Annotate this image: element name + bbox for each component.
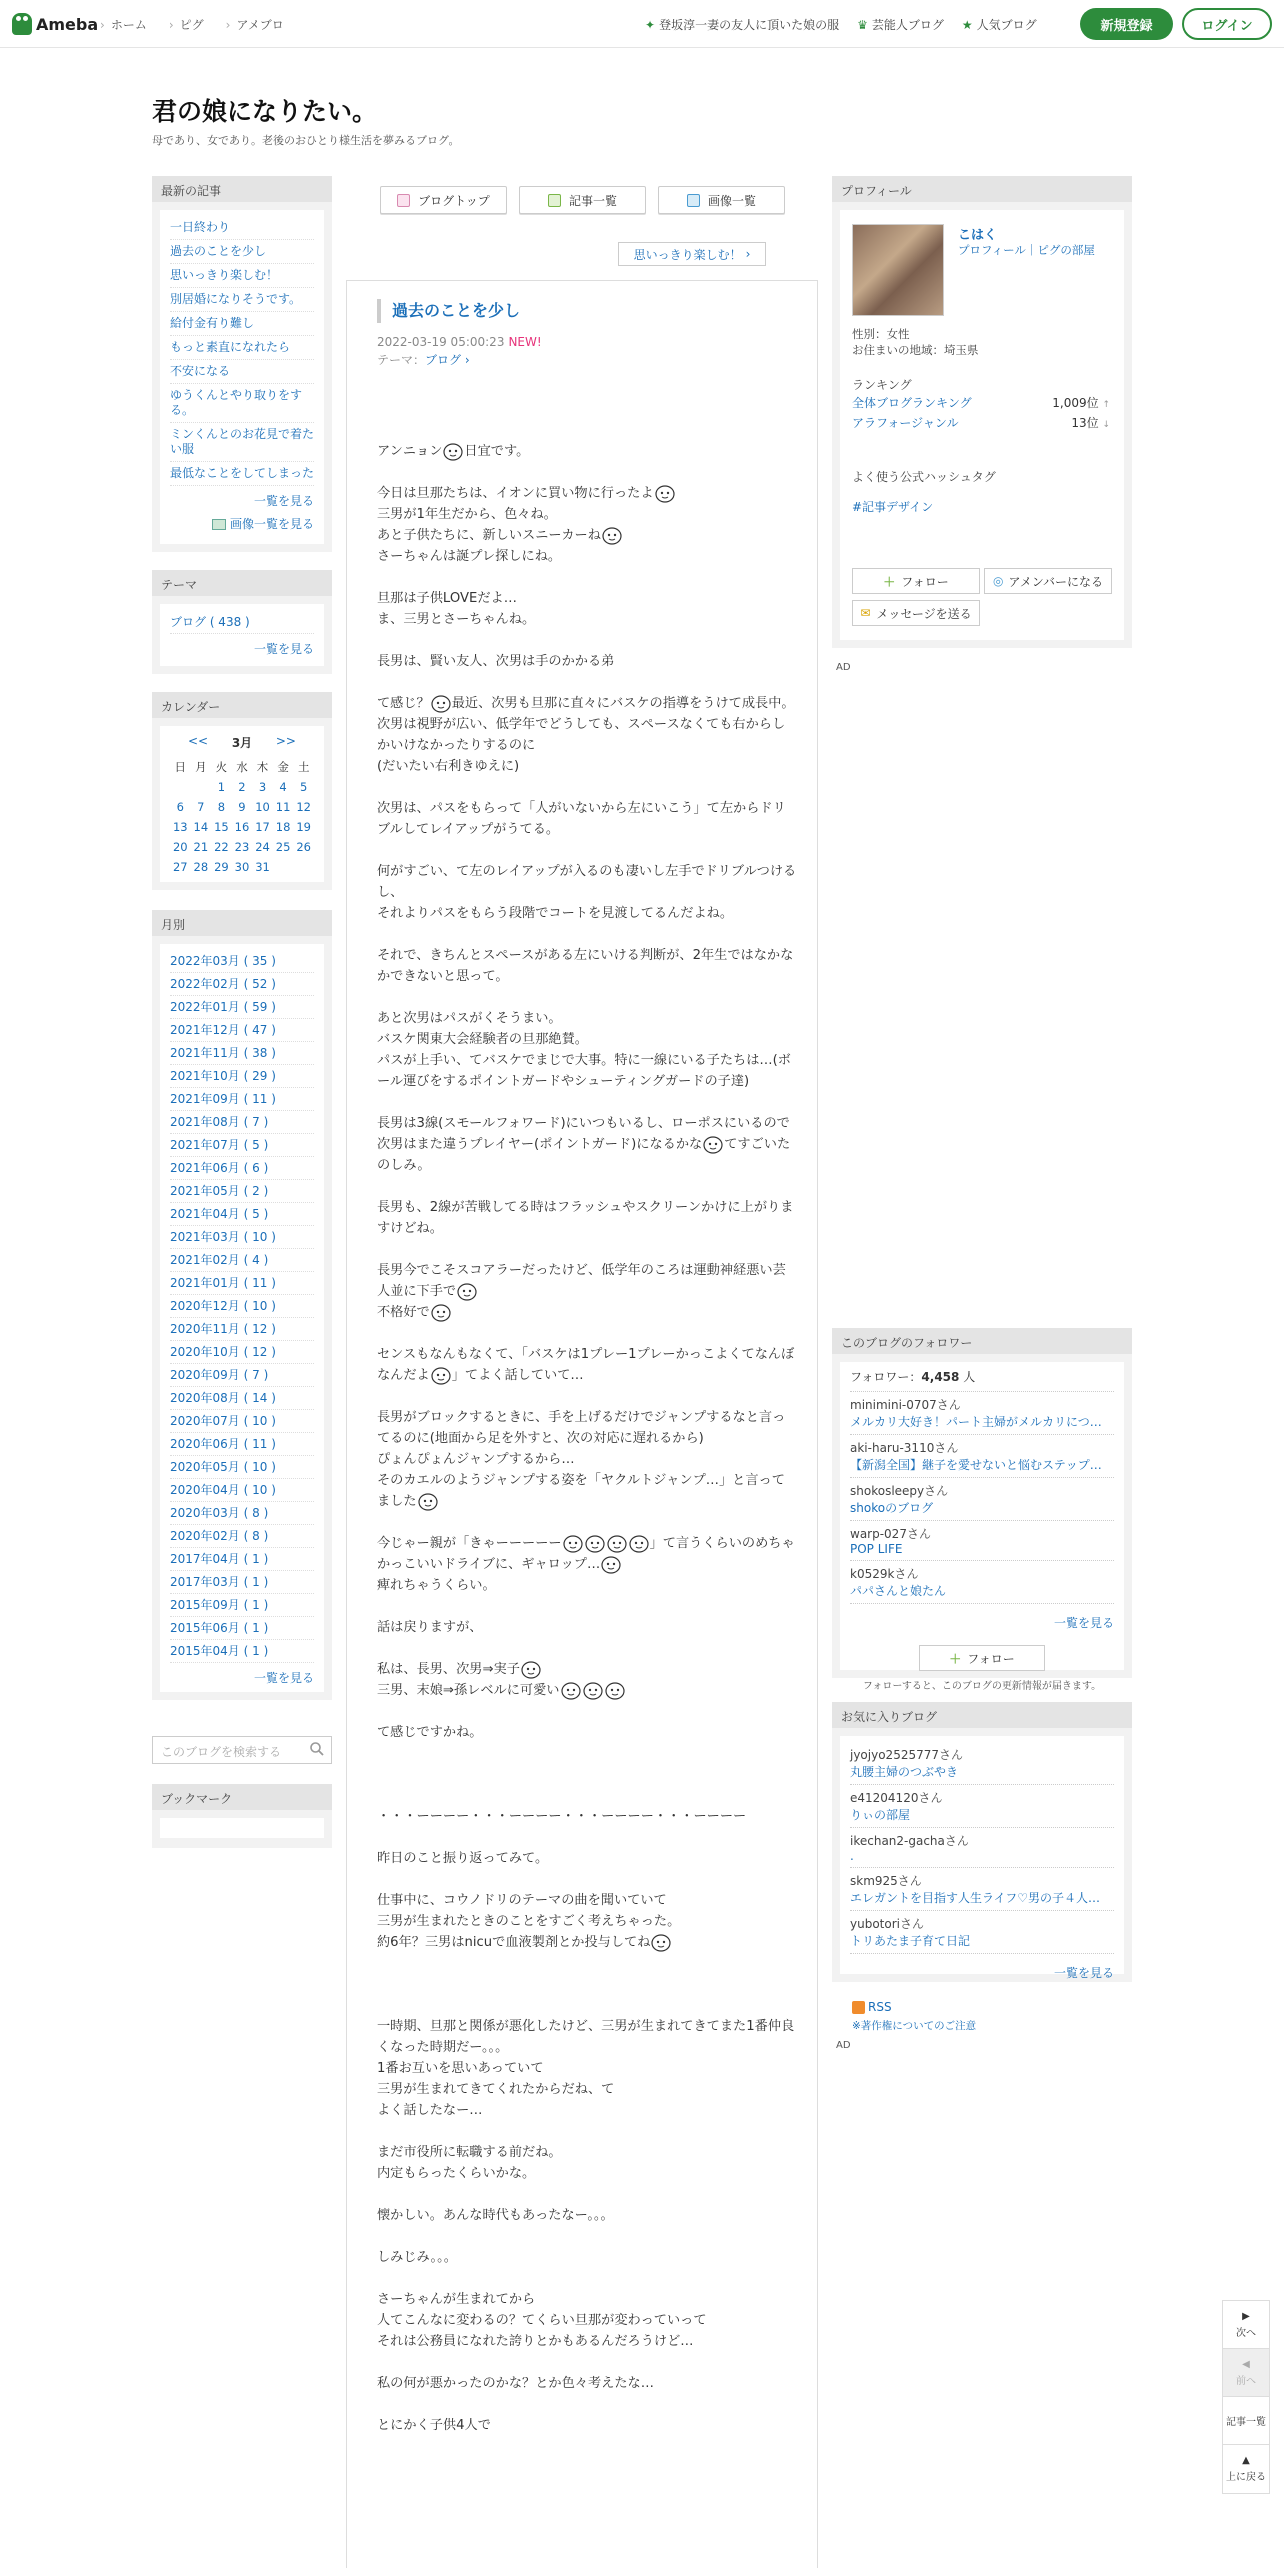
- calendar-month: 3月: [231, 736, 253, 750]
- article-paragraph: さーちゃんが生まれてから 人てこんなに変わるの？てくらい旦那が変わっていって それは公務員になれた誇りとかもあるんだろうけど…: [377, 2292, 707, 2349]
- recent-article-link[interactable]: 思いっきり楽しむ！: [170, 264, 314, 288]
- login-button[interactable]: ログイン: [1182, 8, 1272, 40]
- calendar-day[interactable]: 13: [172, 820, 188, 834]
- favorite-blogs-list: [850, 1742, 1114, 1954]
- image-list-link[interactable]: 画像一覧を見る: [170, 515, 314, 532]
- weekday-label: 土: [297, 760, 310, 774]
- calendar-day[interactable]: 10: [255, 800, 270, 814]
- calendar-week: [170, 777, 314, 797]
- register-button[interactable]: 新規登録: [1080, 8, 1173, 40]
- calendar-day[interactable]: 6: [176, 800, 184, 814]
- calendar-day[interactable]: 11: [275, 800, 291, 814]
- favorite-blog-item: [850, 1911, 1114, 1954]
- article-paragraph: あと次男はパスがくそうまい。 バスケ関東大会経験者の旦那絶賛。 パスが上手い、てバスケでまじで大事。特に一線にいる子たちは…(ボール運びをするポイントガードやシューティングガードの子達): [377, 1011, 791, 1089]
- calendar-week: [170, 797, 314, 817]
- calendar-day[interactable]: 2: [238, 780, 246, 794]
- bookmark-box: [152, 1784, 332, 1848]
- article-paragraph: 長男は3線(スモールフォワード)にいつもいるし、ローポスにいるので 次男はまた違うプレイヤー(ポイントガード)になるかな てすごいたのしみ。: [377, 1116, 791, 1173]
- emoji-sticker-icon: [430, 1302, 452, 1322]
- followers-more-link[interactable]: 一覧を見る: [1053, 1616, 1114, 1630]
- blog-description: 母であり、女であり。老後のおひとり様生活を夢みるブログ。: [152, 134, 460, 147]
- favorite-blog-item: [850, 1828, 1114, 1868]
- follower-item: [850, 1478, 1114, 1521]
- emoji-sticker-icon: [601, 525, 623, 545]
- article-paragraph: ・・・ーーーー・・・ーーーー・・・ーーーー・・・ーーーー: [377, 1809, 747, 1824]
- monthly-archive-box: [152, 910, 332, 1700]
- month-archive-link[interactable]: 2021年01月 ( 11 ): [170, 1272, 314, 1295]
- arrow-up-icon: ↑: [1102, 400, 1110, 410]
- article-paragraph: 私は、長男、次男⇒実子 三男、末娘⇒孫レベルに可愛い: [377, 1659, 797, 1701]
- month-archive-link[interactable]: 2021年05月 ( 2 ): [170, 1180, 314, 1203]
- weekday-label: 日: [174, 760, 187, 774]
- article-paragraph: 今日は旦那たちは、イオンに買い物に行ったよ 三男が1年生だから、色々ね。 あと子供たちに、新しいスニーカーね さーちゃんは誕プレ探しにね。: [377, 483, 797, 567]
- blog-tabs: [380, 186, 785, 214]
- favorite-blog-link[interactable]: りぃの部屋: [850, 1808, 911, 1822]
- follower-blog-link[interactable]: POP LIFE: [850, 1542, 903, 1556]
- month-archive-link[interactable]: 2022年01月 ( 59 ): [170, 996, 314, 1019]
- ranking-label: ランキング: [852, 378, 912, 392]
- header-link-celebrity[interactable]: ♛ 芸能人ブログ: [857, 18, 944, 32]
- calendar-week: [170, 817, 314, 837]
- article-body: [377, 441, 797, 2457]
- follower-list: [850, 1392, 1114, 1604]
- recent-articles-box: [152, 176, 332, 552]
- favorite-user: jyojyo2525777さん: [850, 1748, 963, 1762]
- profile-name[interactable]: こはく: [958, 228, 998, 243]
- blog-title[interactable]: 君の娘になりたい。: [152, 97, 378, 126]
- rss-link[interactable]: RSS: [852, 2000, 892, 2014]
- favorites-more-link[interactable]: 一覧を見る: [1053, 1966, 1114, 1980]
- article-paragraph: それで、きちんとスペースがある左にいける判断が、2年生ではなかなかできないと思って。: [377, 948, 794, 984]
- emoji-sticker-icon: [520, 1659, 542, 1679]
- ameba-logo[interactable]: Ameba: [12, 12, 98, 36]
- crown-icon: ♛: [857, 18, 868, 32]
- calendar-day[interactable]: 16: [234, 820, 250, 834]
- emoji-sticker-icon: [702, 1134, 724, 1154]
- favorite-blog-link[interactable]: .: [850, 1849, 854, 1863]
- rss-icon: [852, 2001, 865, 2014]
- emoji-sticker-icon: [417, 1491, 439, 1511]
- header-links: [645, 16, 1037, 33]
- image-icon: [212, 519, 226, 530]
- envelope-icon: ✉: [860, 606, 871, 620]
- next-article-link[interactable]: 思いっきり楽しむ！ ›: [618, 242, 766, 266]
- bookmark-heading: ブックマーク: [152, 1784, 332, 1810]
- recent-article-link[interactable]: ミンくんとのお花見で着たい服: [170, 423, 314, 462]
- article: [346, 280, 818, 2568]
- followers-heading: このブログのフォロワー: [832, 1328, 1132, 1354]
- calendar-day: [293, 857, 314, 877]
- weekday-label: 水: [236, 760, 248, 774]
- calendar-day[interactable]: 18: [275, 820, 291, 834]
- article-paragraph: センスもなんもなくて、「バスケは1プレー1プレーかっこよくてなんぼなんだよ 」てよく話していて…: [377, 1347, 795, 1383]
- calendar-day: [191, 777, 212, 797]
- month-archive-link[interactable]: 2022年03月 ( 35 ): [170, 950, 314, 973]
- follower-user[interactable]: shokosleepyさん: [850, 1484, 949, 1498]
- hashtag-link[interactable]: #記事デザイン: [852, 500, 934, 514]
- frog-logo-icon: [12, 13, 32, 35]
- floating-nav: [1222, 2300, 1270, 2494]
- month-archive-link[interactable]: 2020年03月 ( 8 ): [170, 1502, 314, 1525]
- global-header: [0, 0, 1284, 48]
- emoji-sticker-icon: [430, 693, 452, 713]
- calendar-day[interactable]: 9: [238, 800, 246, 814]
- article-paragraph: て感じですかね。: [377, 1725, 483, 1740]
- back-icon: ◀: [1242, 2358, 1250, 2370]
- favorite-user: yubotoriさん: [850, 1917, 924, 1931]
- calendar-day[interactable]: 30: [234, 860, 250, 874]
- calendar-day[interactable]: 24: [255, 840, 270, 854]
- favorites-heading: お気に入りブログ: [832, 1702, 1132, 1728]
- followers-box: [832, 1328, 1132, 1692]
- calendar-heading: カレンダー: [152, 692, 332, 718]
- article-date: 2022-03-19 05:00:23 NEW!: [377, 335, 542, 349]
- recent-articles-heading: 最新の記事: [152, 176, 332, 202]
- calendar-prev-link[interactable]: <<: [188, 734, 209, 748]
- recent-article-link[interactable]: ゆうくんとやり取りをする。: [170, 384, 314, 423]
- month-archive-link[interactable]: 2015年09月 ( 1 ): [170, 1594, 314, 1617]
- favorite-user: ikechan2-gachaさん: [850, 1834, 969, 1848]
- calendar-day[interactable]: 3: [258, 780, 267, 794]
- emoji-sticker-icon: [650, 1932, 672, 1952]
- month-archive-link[interactable]: 2015年04月 ( 1 ): [170, 1640, 314, 1663]
- monthly-more-link[interactable]: 一覧を見る: [253, 1671, 314, 1685]
- month-archive-link[interactable]: 2015年06月 ( 1 ): [170, 1617, 314, 1640]
- calendar-day[interactable]: 12: [296, 800, 311, 814]
- search-icon[interactable]: [309, 1741, 325, 1757]
- month-archive-link[interactable]: 2021年06月 ( 6 ): [170, 1157, 314, 1180]
- theme-heading: テーマ: [152, 570, 332, 596]
- pages-icon: [548, 194, 561, 207]
- month-archive-link[interactable]: 2017年03月 ( 1 ): [170, 1571, 314, 1594]
- month-archive-link[interactable]: 2020年09月 ( 7 ): [170, 1364, 314, 1387]
- article-paragraph: 何がすごい、て左のレイアップが入るのも凄いし左手でドリブルつけるし、 それよりパスをもらう段階でコートを見渡してるんだよね。: [377, 864, 797, 921]
- article-paragraph: とにかく子供4人で: [377, 2418, 491, 2433]
- profile-links[interactable]: プロフィール｜ピグの部屋: [958, 243, 1095, 257]
- sparkle-icon: ✦: [645, 18, 656, 32]
- prev-button[interactable]: ◀ 前へ: [1223, 2349, 1269, 2397]
- month-archive-link[interactable]: 2021年08月 ( 7 ): [170, 1111, 314, 1134]
- plus-icon: ＋: [949, 1651, 962, 1666]
- arrow-up-icon: ▲: [1242, 2455, 1250, 2466]
- calendar-day[interactable]: 27: [172, 860, 188, 874]
- profile-box: [832, 176, 1132, 648]
- article-paragraph: 次男は、パスをもらって「人がいないから左にいこう」て左からドリブルしてレイアップがうてる。: [377, 801, 786, 837]
- emoji-sticker-icon: [628, 1533, 650, 1553]
- recent-article-link[interactable]: 一日終わり: [170, 216, 314, 240]
- calendar-day[interactable]: 4: [279, 780, 287, 794]
- copyright-notice-link[interactable]: ※著作権についてのご注意: [852, 2020, 977, 2032]
- follower-user[interactable]: warp-027さん: [850, 1527, 931, 1541]
- document-icon: [397, 194, 410, 207]
- profile-gender: 性別：女性: [852, 327, 910, 341]
- theme-link[interactable]: ブログ ( 438 ): [170, 610, 314, 634]
- hashtag-label: よく使う公式ハッシュタグ: [852, 470, 996, 484]
- calendar-day[interactable]: 20: [172, 840, 188, 854]
- weekday-label: 月: [195, 760, 207, 774]
- month-archive-link[interactable]: 2021年07月 ( 5 ): [170, 1134, 314, 1157]
- follow-button-2[interactable]: ＋ フォロー: [919, 1645, 1045, 1671]
- follower-blog-link[interactable]: パパさんと娘たん: [850, 1584, 947, 1598]
- header-link-popular[interactable]: ★ 人気ブログ: [961, 18, 1037, 32]
- emoji-sticker-icon: [584, 1533, 606, 1553]
- follower-blog-link[interactable]: メルカリ大好き！パート主婦がメルカリにつ…: [850, 1415, 1102, 1429]
- emoji-sticker-icon: [600, 1554, 622, 1574]
- monthly-archive-list: [170, 950, 314, 1663]
- calendar-day: [170, 777, 191, 797]
- article-paragraph: 今じゃー親が「きゃーーーーー 」て言うくらいのめちゃかっこいいドライブに、ギャロップ… 痺れちゃうくらい。: [377, 1533, 797, 1596]
- ad-label-2: AD: [836, 2040, 851, 2051]
- calendar-week: [170, 837, 314, 857]
- weekday-label: 木: [256, 760, 269, 774]
- month-archive-link[interactable]: 2020年11月 ( 12 ): [170, 1318, 314, 1341]
- nav-ameblo[interactable]: › アメブロ: [225, 18, 284, 32]
- month-archive-link[interactable]: 2020年05月 ( 10 ): [170, 1456, 314, 1479]
- follower-blog-link[interactable]: shokoのブログ: [850, 1501, 934, 1515]
- month-archive-link[interactable]: 2021年11月 ( 38 ): [170, 1042, 314, 1065]
- follower-count: フォロワー：4,458 人: [850, 1368, 1114, 1392]
- ad-label: AD: [836, 662, 851, 673]
- favorite-blog-item: [850, 1785, 1114, 1828]
- follower-item: [850, 1435, 1114, 1478]
- calendar-day[interactable]: 7: [197, 800, 205, 814]
- month-archive-link[interactable]: 2021年09月 ( 11 ): [170, 1088, 314, 1111]
- star-icon: ★: [961, 18, 973, 32]
- theme-more-link[interactable]: 一覧を見る: [253, 642, 314, 656]
- month-archive-link[interactable]: 2020年12月 ( 10 ): [170, 1295, 314, 1318]
- article-paragraph: 私の何が悪かったのかな？とか色々考えたな…: [377, 2376, 654, 2391]
- calendar-day[interactable]: 19: [296, 820, 311, 834]
- month-archive-link[interactable]: 2017年04月 ( 1 ): [170, 1548, 314, 1571]
- plus-icon: ＋: [883, 574, 896, 589]
- favorites-box: [832, 1702, 1132, 1982]
- recent-article-link[interactable]: 過去のことを少し: [170, 240, 314, 264]
- emoji-sticker-icon: [562, 1533, 584, 1553]
- follower-user[interactable]: k0529kさん: [850, 1567, 919, 1581]
- nav-home[interactable]: › ホーム: [100, 18, 147, 32]
- weekday-label: 火: [215, 760, 228, 774]
- tab-blog-top[interactable]: ブログトップ: [380, 186, 507, 214]
- follower-item: [850, 1392, 1114, 1435]
- play-icon: ▶: [1242, 2310, 1250, 2322]
- calendar-day[interactable]: 22: [214, 840, 229, 854]
- article-paragraph: 長男は、賢い友人、次男は手のかかる弟: [377, 654, 615, 669]
- month-archive-link[interactable]: 2020年04月 ( 10 ): [170, 1479, 314, 1502]
- monthly-heading: 月別: [152, 910, 332, 936]
- article-paragraph: 長男今でこそスコアラーだったけど、低学年のころは運動神経悪い芸人並に下手で 不格好で: [377, 1263, 786, 1320]
- calendar-day[interactable]: 25: [275, 840, 291, 854]
- recent-article-link[interactable]: 別居婚になりそうです。: [170, 288, 314, 312]
- calendar-day[interactable]: 31: [255, 860, 270, 874]
- article-paragraph: [377, 1764, 797, 1785]
- next-button[interactable]: ▶ 次へ: [1223, 2301, 1269, 2349]
- arrow-down-icon: ↓: [1102, 420, 1110, 430]
- theme-box: [152, 570, 332, 674]
- calendar-week: [170, 857, 314, 877]
- calendar-day[interactable]: 21: [193, 840, 209, 854]
- follower-user[interactable]: aki-haru-3110さん: [850, 1441, 959, 1455]
- calendar-day[interactable]: 15: [214, 820, 229, 834]
- profile-avatar[interactable]: [852, 224, 944, 316]
- follower-blog-link[interactable]: 【新潟全国】継子を愛せないと悩むステップ…: [850, 1458, 1102, 1472]
- recent-article-link[interactable]: 給付金有り難し: [170, 312, 314, 336]
- tab-article-list[interactable]: 記事一覧: [519, 186, 646, 214]
- follow-button[interactable]: ＋ フォロー: [852, 568, 980, 594]
- calendar-day[interactable]: 1: [217, 780, 226, 794]
- calendar-weekdays: [170, 757, 314, 777]
- weekday-label: 金: [277, 760, 289, 774]
- amember-icon: ◎: [993, 574, 1004, 588]
- follower-item: [850, 1521, 1114, 1561]
- month-archive-link[interactable]: 2020年07月 ( 10 ): [170, 1410, 314, 1433]
- message-button[interactable]: ✉ メッセージを送る: [852, 600, 980, 626]
- favorite-blog-link[interactable]: 丸腰主婦のつぶやき: [850, 1765, 959, 1779]
- emoji-sticker-icon: [456, 1281, 478, 1301]
- article-paragraph: 旦那は子供LOVEだよ… ま、三男とさーちゃんね。: [377, 591, 536, 627]
- follower-item: [850, 1561, 1114, 1604]
- blog-search-input[interactable]: このブログを検索する: [152, 1736, 332, 1764]
- article-paragraph: 長男も、2線が苦戦してる時はフラッシュやスクリーンかけに上がりますけどね。: [377, 1200, 794, 1236]
- article-list-button[interactable]: 記事一覧: [1223, 2397, 1269, 2445]
- calendar-day[interactable]: 23: [234, 840, 250, 854]
- article-paragraph: 一時期、旦那と関係が悪化したけど、三男が生まれてきてまた1番仲良くなった時期だー。。。 1番お互いを思いあっていて 三男が生まれてきてくれたからだね、て よく話したなー…: [377, 2019, 795, 2118]
- recent-article-link[interactable]: もっと素直になれたら: [170, 336, 314, 360]
- article-theme: テーマ：ブログ ›: [377, 353, 470, 367]
- calendar-day: [273, 857, 294, 877]
- emoji-sticker-icon: [430, 1365, 452, 1385]
- calendar-box: [152, 692, 332, 890]
- article-paragraph: 話は戻りますが、: [377, 1620, 483, 1635]
- article-paragraph: て感じ？ 最近、次男も旦那に直々にバスケの指導をうけて成長中。 次男は視野が広い、低学年でどうしても、スペースなくても右からしかいけなかったりするのに (だいたい右利きゆえに): [377, 693, 797, 777]
- article-paragraph: 懐かしい。あんな時代もあったなー。。。: [377, 2208, 614, 2223]
- calendar-day[interactable]: 14: [193, 820, 209, 834]
- chevron-right-icon: ›: [461, 353, 470, 367]
- month-archive-link[interactable]: 2022年02月 ( 52 ): [170, 973, 314, 996]
- favorite-blog-item: [850, 1868, 1114, 1911]
- calendar-day[interactable]: 17: [255, 820, 270, 834]
- calendar-day[interactable]: 26: [296, 840, 311, 854]
- article-paragraph: まだ市役所に転職する前だね。 内定もらったくらいかな。: [377, 2145, 562, 2181]
- article-paragraph: 仕事中に、コウノドリのテーマの曲を聞いていて 三男が生まれたときのことをすごく考えちゃった。 約6年？三男はnicuで血液製剤とか投与してね: [377, 1893, 681, 1950]
- emoji-sticker-icon: [606, 1533, 628, 1553]
- follower-user[interactable]: minimini-0707さん: [850, 1398, 961, 1412]
- profile-area: お住まいの地域：埼玉県: [852, 343, 979, 357]
- favorite-user: skm925さん: [850, 1874, 922, 1888]
- month-archive-link[interactable]: 2021年12月 ( 47 ): [170, 1019, 314, 1042]
- month-archive-link[interactable]: 2021年04月 ( 5 ): [170, 1203, 314, 1226]
- ranking-overall[interactable]: 全体ブログランキング 1,009位 ↑: [852, 396, 1110, 410]
- favorite-blog-link[interactable]: エレガントを目指す人生ライフ♡男の子４人…: [850, 1891, 1101, 1905]
- chevron-right-icon: ›: [745, 247, 751, 261]
- article-paragraph: しみじみ。。。: [377, 2250, 457, 2265]
- article-paragraph: アンニョン 日宜です。: [377, 441, 797, 462]
- follow-note: フォローすると、このブログの更新情報が届きます。: [862, 1681, 1102, 1692]
- month-archive-link[interactable]: 2021年10月 ( 29 ): [170, 1065, 314, 1088]
- calendar-next-link[interactable]: >>: [275, 734, 296, 748]
- header-link-trend[interactable]: ✦ 登坂淳一妻の友人に頂いた娘の服: [645, 18, 840, 32]
- month-archive-link[interactable]: 2020年10月 ( 12 ): [170, 1341, 314, 1364]
- month-archive-link[interactable]: 2020年02月 ( 8 ): [170, 1525, 314, 1548]
- recent-articles-list: [170, 216, 314, 486]
- back-to-top-button[interactable]: ▲ 上に戻る: [1226, 2455, 1266, 2483]
- profile-heading: プロフィール: [832, 176, 1132, 202]
- month-archive-link[interactable]: 2020年08月 ( 14 ): [170, 1387, 314, 1410]
- emoji-sticker-icon: [604, 1680, 626, 1700]
- favorite-blog-item: [850, 1742, 1114, 1785]
- month-archive-link[interactable]: 2021年03月 ( 10 ): [170, 1226, 314, 1249]
- month-archive-link[interactable]: 2020年06月 ( 11 ): [170, 1433, 314, 1456]
- nav-pigg[interactable]: › ピグ: [168, 18, 204, 32]
- camera-icon: [687, 194, 700, 207]
- calendar-day[interactable]: 29: [214, 860, 229, 874]
- article-paragraph: 昨日のこと振り返ってみて。: [377, 1851, 549, 1866]
- recent-article-link[interactable]: 最低なことをしてしまった: [170, 462, 314, 486]
- calendar-grid: [170, 757, 314, 877]
- recent-more-link[interactable]: 一覧を見る: [253, 494, 314, 508]
- recent-article-link[interactable]: 不安になる: [170, 360, 314, 384]
- article-paragraph: [377, 1974, 797, 1995]
- global-nav: [100, 16, 284, 33]
- theme-link[interactable]: ブログ: [425, 353, 462, 367]
- amember-button[interactable]: ◎ アメンバーになる: [984, 568, 1112, 594]
- emoji-sticker-icon: [560, 1680, 582, 1700]
- new-badge: NEW!: [508, 335, 542, 349]
- calendar-day[interactable]: 5: [300, 780, 308, 794]
- emoji-sticker-icon: [582, 1680, 604, 1700]
- ranking-genre[interactable]: アラフォージャンル 13位 ↓: [852, 416, 1110, 430]
- emoji-sticker-icon: [442, 441, 464, 461]
- favorite-user: e41204120さん: [850, 1791, 943, 1805]
- month-archive-link[interactable]: 2021年02月 ( 4 ): [170, 1249, 314, 1272]
- favorite-blog-link[interactable]: トリあたま子育て日記: [850, 1934, 971, 1948]
- emoji-sticker-icon: [654, 483, 676, 503]
- tab-image-list[interactable]: 画像一覧: [658, 186, 785, 214]
- calendar-day[interactable]: 8: [217, 800, 226, 814]
- calendar-day[interactable]: 28: [193, 860, 209, 874]
- article-title[interactable]: 過去のことを少し: [377, 299, 520, 323]
- article-paragraph: 長男がブロックするときに、手を上げるだけでジャンプするなと言ってるのに(地面から足を外すと、次の対応に遅れるから) ぴょんぴょんジャンプするから… そのカエルのようジャンプする姿を「ヤクルトジャンプ…」と言ってました: [377, 1410, 786, 1509]
